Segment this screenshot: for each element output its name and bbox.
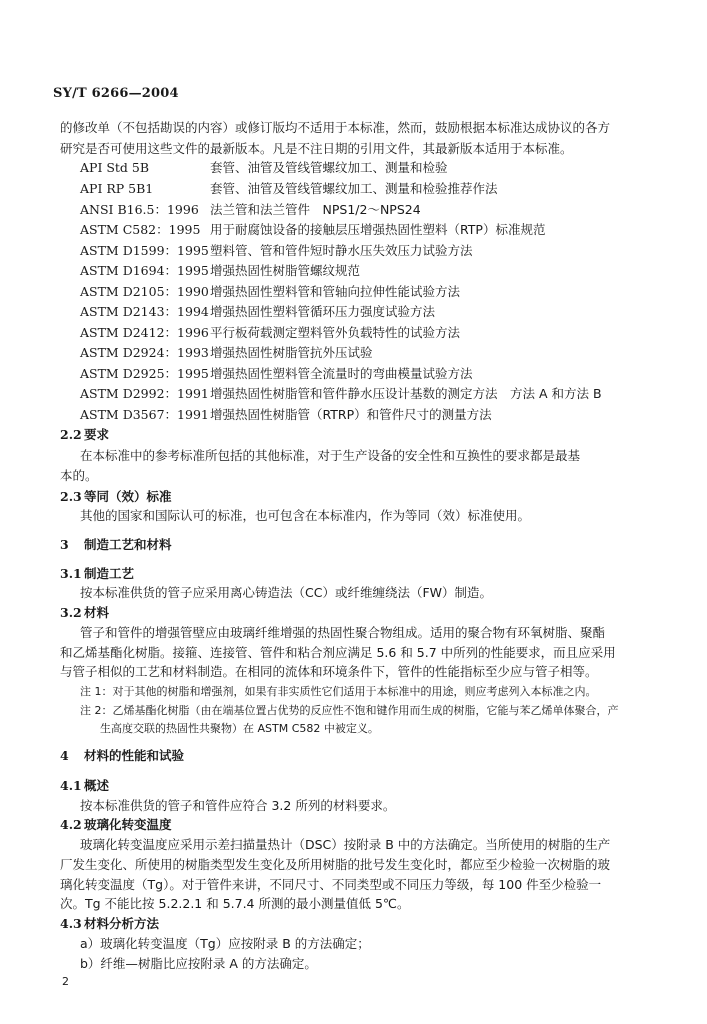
section-title: 材料 bbox=[84, 605, 110, 620]
section-3-1-heading bbox=[60, 566, 134, 582]
section-title: 制造工艺和材料 bbox=[84, 537, 172, 552]
paragraph-line: 按本标准供货的管子应采用离心铸造法（CC）或纤维缠绕法（FW）制造。 bbox=[80, 585, 493, 600]
section-number: 4.3 bbox=[60, 916, 82, 931]
list-item: a）玻璃化转变温度（Tg）应按附录 B 的方法确定； bbox=[80, 936, 370, 951]
section-4-3-heading bbox=[60, 916, 159, 932]
note-1: 注 1：对于其他的树脂和增强剂，如果有非实质性它们适用于本标准中的用途，则应考虑列入本标准之内。 bbox=[80, 685, 597, 698]
section-number: 3.1 bbox=[60, 566, 82, 581]
section-number: 2.3 bbox=[60, 489, 82, 504]
section-number: 3 bbox=[60, 537, 69, 552]
paragraph-line: 玻璃化转变温度应采用示差扫描量热计（DSC）按附录 B 中的方法确定。当所使用的树脂的生产 bbox=[80, 837, 611, 852]
page-number: 2 bbox=[62, 975, 69, 988]
standard-title: 法兰管和法兰管件 NPS1/2～NPS24 bbox=[210, 202, 421, 217]
standard-code: API Std 5B bbox=[80, 160, 150, 175]
standard-ref bbox=[80, 222, 545, 238]
note-2-line-2: 生高度交联的热固性共聚物）在 ASTM C582 中被定义。 bbox=[100, 722, 379, 735]
intro-line-1: 的修改单（不包括勘误的内容）或修订版均不适用于本标准，然而，鼓励根据本标准达成协议的各方 bbox=[60, 120, 611, 135]
standard-ref bbox=[80, 407, 492, 423]
standard-title: 增强热固性塑料管全流量时的弯曲模量试验方法 bbox=[210, 366, 473, 381]
standard-code: ASTM D2992：1991 bbox=[80, 386, 209, 401]
standard-code: ASTM D2412：1996 bbox=[80, 325, 209, 340]
section-title: 制造工艺 bbox=[84, 566, 135, 581]
standard-title: 增强热固性塑料管和管轴向拉伸性能试验方法 bbox=[210, 284, 461, 299]
section-title: 概述 bbox=[84, 778, 110, 793]
standard-ref bbox=[80, 386, 602, 402]
standard-ref bbox=[80, 263, 360, 279]
standard-code: ASTM C582：1995 bbox=[80, 222, 201, 237]
standard-title: 塑料管、管和管件短时静水压失效压力试验方法 bbox=[210, 243, 473, 258]
intro-line-2: 研究是否可使用这些文件的最新版本。凡是不注日期的引用文件，其最新版本适用于本标准。 bbox=[60, 141, 573, 156]
standard-code: ASTM D2924：1993 bbox=[80, 345, 209, 360]
standard-title: 套管、油管及管线管螺纹加工、测量和检验 bbox=[210, 160, 448, 175]
standard-title: 平行板荷载测定塑料管外负载特性的试验方法 bbox=[210, 325, 461, 340]
standard-title: 用于耐腐蚀设备的接触层压增强热固性塑料（RTP）标准规范 bbox=[210, 222, 546, 237]
standard-code: ASTM D3567：1991 bbox=[80, 407, 209, 422]
paragraph-line: 管子和管件的增强管壁应由玻璃纤维增强的热固性聚合物组成。适用的聚合物有环氧树脂、聚酯 bbox=[80, 625, 606, 640]
standard-header: SY/T 6266—2004 bbox=[53, 86, 179, 101]
note-2-line-1: 注 2：乙烯基酯化树脂（由在端基位置占优势的反应性不饱和键作用而生成的树脂，它能与苯乙烯单体聚合，产 bbox=[80, 704, 619, 717]
standard-ref bbox=[80, 181, 498, 197]
standard-ref bbox=[80, 243, 473, 259]
paragraph-line: 次。Tg 不能比按 5.2.2.1 和 5.7.4 所测的最小测量值低 5℃。 bbox=[60, 896, 410, 911]
standard-ref bbox=[80, 366, 473, 382]
standard-title: 套管、油管及管线管螺纹加工、测量和检验推荐作法 bbox=[210, 181, 498, 196]
standard-title: 增强热固性塑料管循环压力强度试验方法 bbox=[210, 304, 436, 319]
standard-title: 增强热固性树脂管（RTRP）和管件尺寸的测量方法 bbox=[210, 407, 492, 422]
standard-title: 增强热固性树脂管和管件静水压设计基数的测定方法 方法 A 和方法 B bbox=[210, 386, 602, 401]
standard-code: ASTM D2143：1994 bbox=[80, 304, 209, 319]
section-title: 要求 bbox=[84, 427, 110, 442]
standard-code: ASTM D1599：1995 bbox=[80, 243, 209, 258]
section-title: 等同（效）标准 bbox=[84, 489, 172, 504]
standard-code: ASTM D2925：1995 bbox=[80, 366, 209, 381]
section-4-1-heading bbox=[60, 778, 109, 794]
paragraph-line: 和乙烯基酯化树脂。接箍、连接管、管件和粘合剂应满足 5.6 和 5.7 中所列的性能要求，而且应采用 bbox=[60, 645, 616, 660]
standard-ref bbox=[80, 304, 435, 320]
standard-ref bbox=[80, 345, 373, 361]
paragraph-line: 其他的国家和国际认可的标准，也可包含在本标准内，作为等同（效）标准使用。 bbox=[80, 508, 531, 523]
paragraph-line: 厂发生变化、所使用的树脂类型发生变化及所用树脂的批号发生变化时，都应至少检验一次树脂的玻 bbox=[60, 857, 611, 872]
list-item: b）纤维—树脂比应按附录 A 的方法确定。 bbox=[80, 956, 317, 971]
standard-code: ASTM D1694：1995 bbox=[80, 263, 209, 278]
paragraph-line: 与管子相似的工艺和材料制造。在相同的流体和环境条件下，管件的性能指标至少应与管子相等。 bbox=[60, 664, 598, 679]
section-number: 4.1 bbox=[60, 778, 82, 793]
paragraph-line: 按本标准供货的管子和管件应符合 3.2 所列的材料要求。 bbox=[80, 798, 396, 813]
section-number: 2.2 bbox=[60, 427, 82, 442]
section-title: 材料的性能和试验 bbox=[84, 748, 185, 763]
section-4-heading bbox=[60, 748, 184, 764]
section-number: 4 bbox=[60, 748, 69, 763]
standard-ref bbox=[80, 160, 448, 176]
section-title: 玻璃化转变温度 bbox=[84, 817, 172, 832]
section-number: 4.2 bbox=[60, 817, 82, 832]
section-4-2-heading bbox=[60, 817, 172, 833]
paragraph-line: 在本标准中的参考标准所包括的其他标准，对于生产设备的安全性和互换性的要求都是最基 bbox=[80, 448, 581, 463]
section-3-heading bbox=[60, 537, 172, 553]
standard-title: 增强热固性树脂管螺纹规范 bbox=[210, 263, 361, 278]
standard-ref bbox=[80, 284, 460, 300]
standard-title: 增强热固性树脂管抗外压试验 bbox=[210, 345, 373, 360]
standard-ref bbox=[80, 325, 460, 341]
section-3-2-heading bbox=[60, 605, 109, 621]
section-2-3-heading bbox=[60, 489, 172, 505]
standard-code: ASTM D2105：1990 bbox=[80, 284, 209, 299]
standard-ref bbox=[80, 202, 421, 218]
paragraph-line: 本的。 bbox=[60, 468, 98, 483]
standard-code: ANSI B16.5：1996 bbox=[80, 202, 199, 217]
section-number: 3.2 bbox=[60, 605, 82, 620]
section-2-2-heading bbox=[60, 427, 109, 443]
standard-code: API RP 5B1 bbox=[80, 181, 154, 196]
paragraph-line: 璃化转变温度（Tg）。对于管件来讲，不同尺寸、不同类型或不同压力等级，每 100 件至少检验一 bbox=[60, 877, 602, 892]
section-title: 材料分析方法 bbox=[84, 916, 160, 931]
